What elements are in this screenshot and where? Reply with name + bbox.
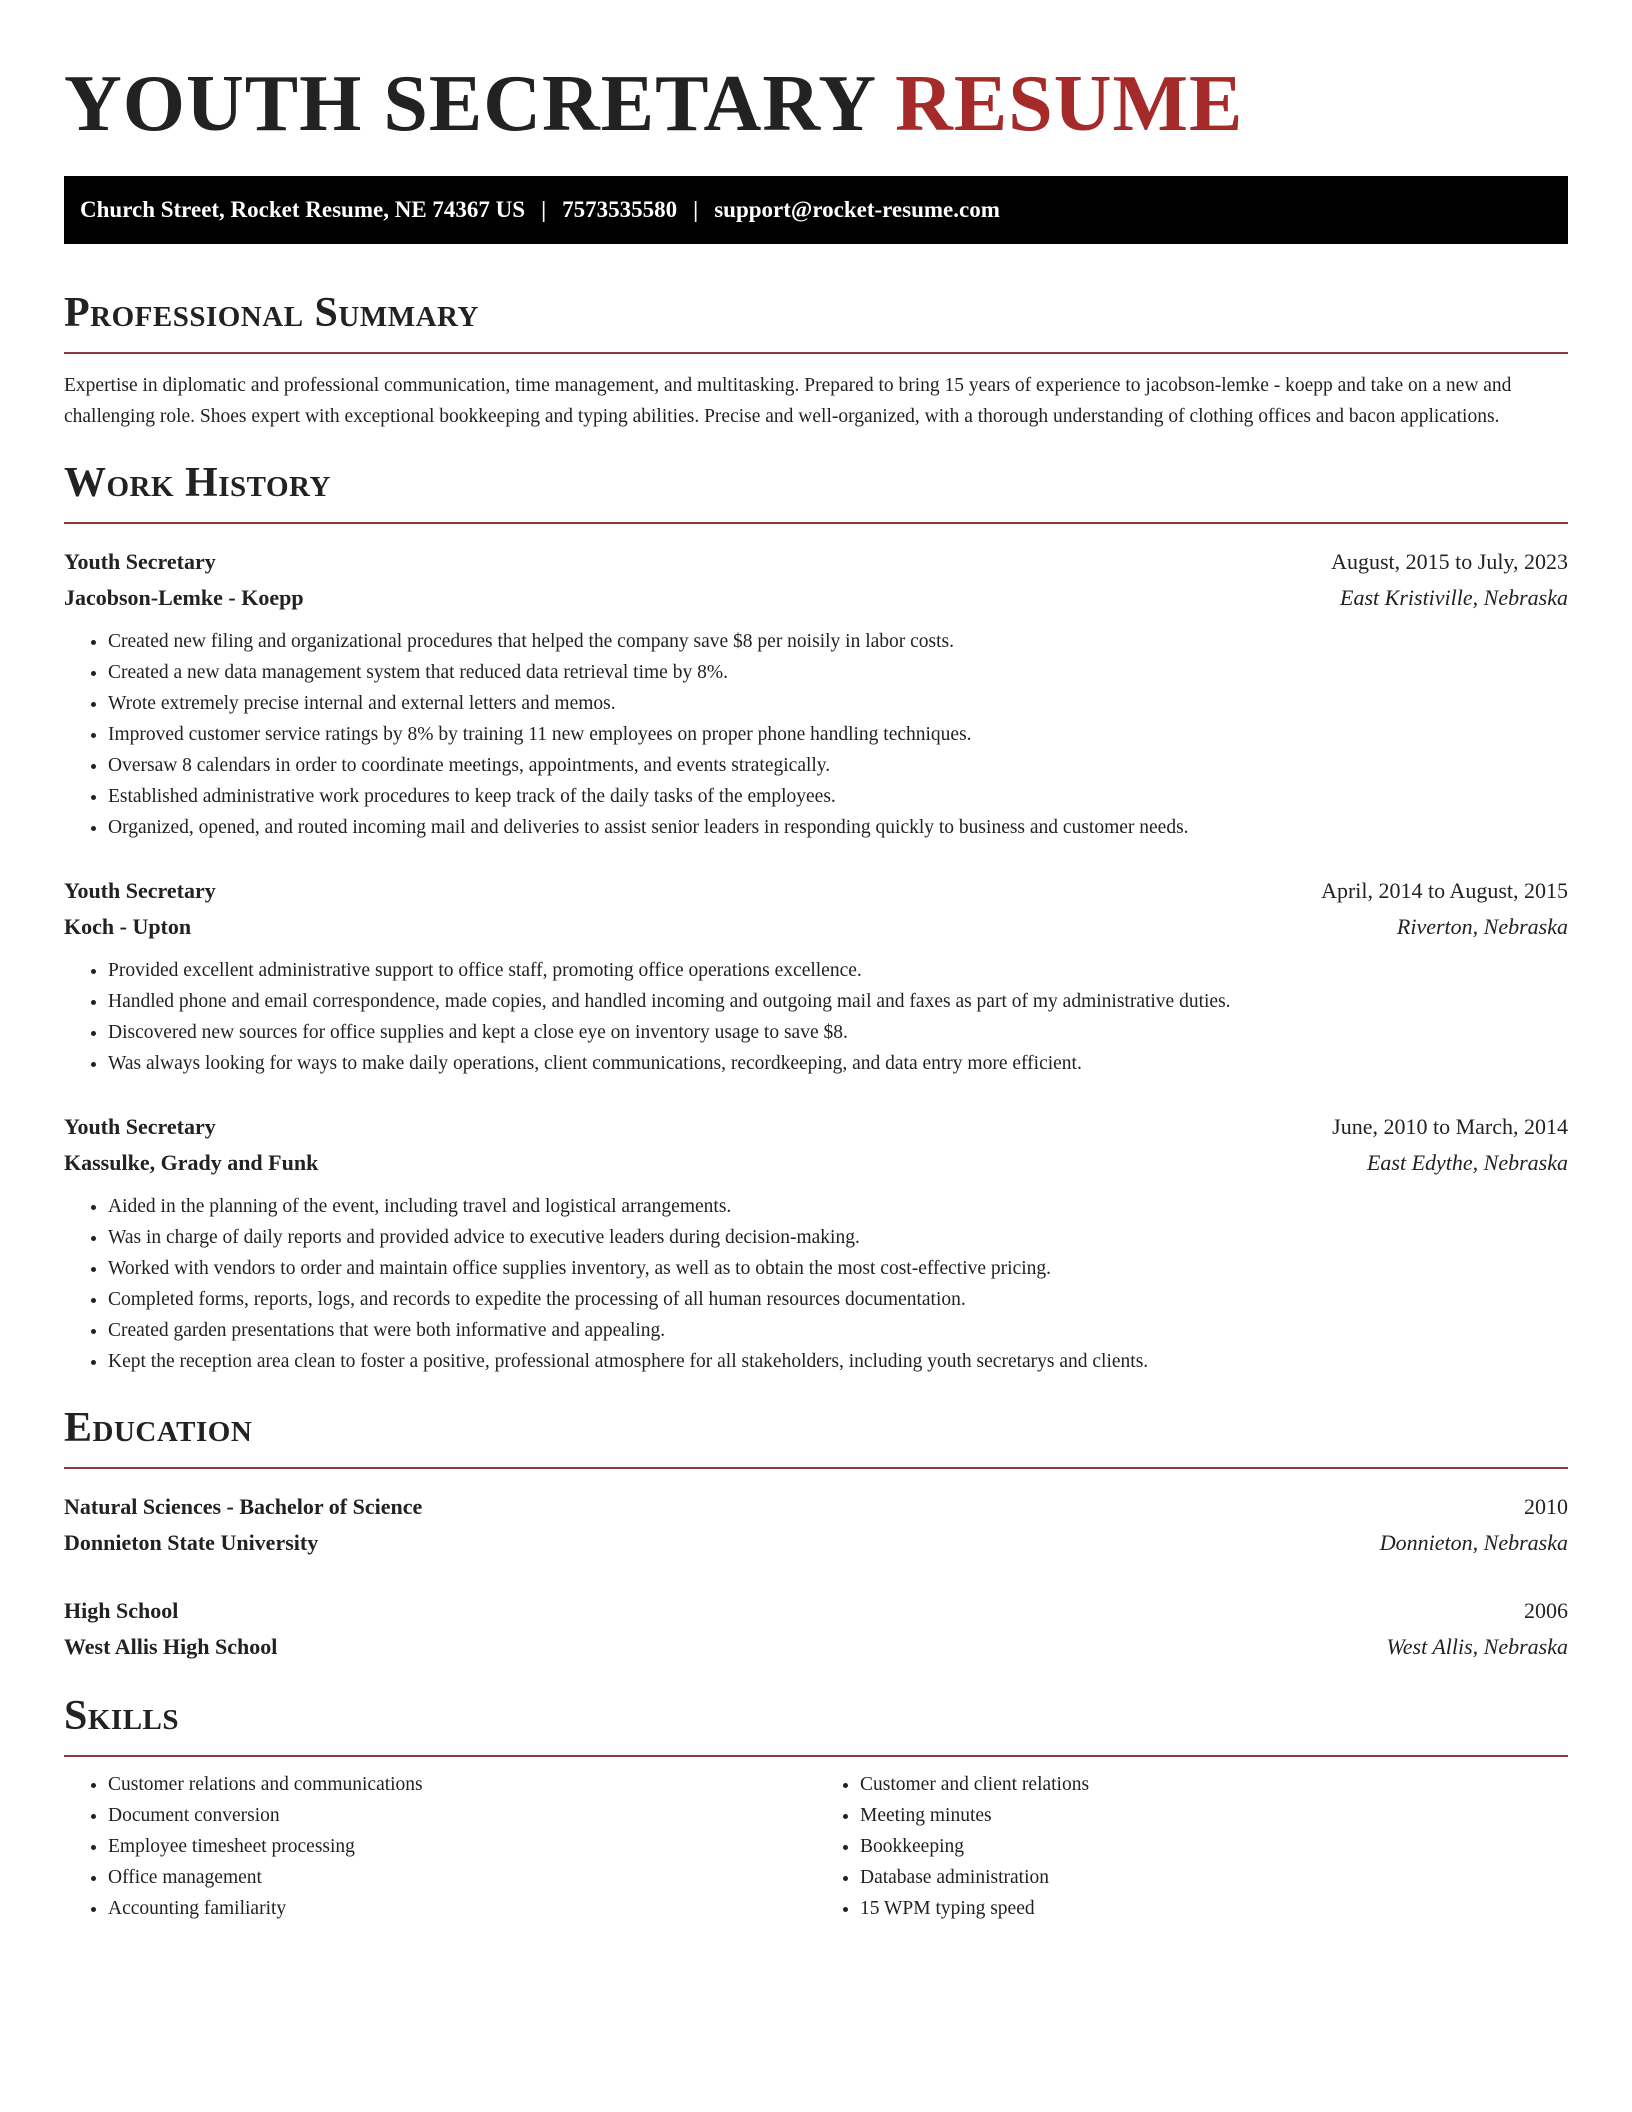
job-title-row [64,873,1568,909]
skills-section [64,1691,1568,1924]
skills-grid [64,1769,1568,1924]
skills-list-left [64,1769,816,1924]
section-divider [64,522,1568,524]
work-heading: Work History [64,460,331,506]
job-entry [64,1109,1568,1377]
job-bullet: • Kept the reception area clean to foster a positive, professional atmosphere for all stakeholders, including youth secretarys and clients. [108,1346,1568,1377]
education-degree-row [64,1593,1568,1629]
work-section [64,458,1568,1377]
job-title: Youth Secretary [64,878,216,903]
section-divider [64,1467,1568,1469]
job-bullet: • Completed forms, reports, logs, and records to expedite the processing of all human resources documentation. [108,1284,1568,1315]
education-school-row [64,1629,1568,1665]
education-heading: Education [64,1405,253,1451]
job-company: Jacobson-Lemke - Koepp [64,585,304,610]
skill-item: • Accounting familiarity [108,1893,816,1924]
skill-item: • Meeting minutes [860,1800,1568,1831]
education-degree: High School [64,1598,179,1623]
skill-item: • Customer relations and communications [108,1769,816,1800]
contact-separator: | [541,197,547,222]
job-bullets [64,626,1568,843]
title-accent: RESUME [895,60,1244,148]
education-entry [64,1489,1568,1561]
contact-phone[interactable]: 7573535580 [562,197,678,222]
job-bullet: • Handled phone and email correspondence, made copies, and handled incoming and outgoing mail and faxes as part of my administrative duties. [108,986,1568,1017]
job-title: Youth Secretary [64,549,216,574]
contact-address: Church Street, Rocket Resume, NE 74367 US [80,197,526,222]
resume-page [64,0,1568,1924]
job-bullet: • Created new filing and organizational procedures that helped the company save $8 per noisily in labor costs. [108,626,1568,657]
education-school: Donnieton State University [64,1530,319,1555]
summary-section [64,288,1568,432]
education-degree: Natural Sciences - Bachelor of Science [64,1494,423,1519]
job-company-row [64,1145,1568,1181]
job-company: Kassulke, Grady and Funk [64,1150,319,1175]
job-bullet: • Was in charge of daily reports and provided advice to executive leaders during decision-making. [108,1222,1568,1253]
skills-heading: Skills [64,1693,180,1739]
contact-email[interactable]: support@rocket-resume.com [714,197,1000,222]
job-bullet: • Created a new data management system that reduced data retrieval time by 8%. [108,657,1568,688]
job-bullet: • Wrote extremely precise internal and external letters and memos. [108,688,1568,719]
skill-item: • Document conversion [108,1800,816,1831]
job-bullets [64,1191,1568,1377]
job-location: Riverton, Nebraska [1396,914,1568,939]
job-title-row [64,1109,1568,1145]
skills-list-right [816,1769,1568,1924]
job-bullets [64,955,1568,1079]
contact-bar [64,176,1568,244]
education-section [64,1403,1568,1665]
education-degree-row [64,1489,1568,1525]
skill-item: • Employee timesheet processing [108,1831,816,1862]
contact-separator: | [693,197,699,222]
education-location: West Allis, Nebraska [1386,1634,1568,1659]
job-company-row [64,909,1568,945]
skill-item: • 15 WPM typing speed [860,1893,1568,1924]
job-bullet: • Worked with vendors to order and maintain office supplies inventory, as well as to obtain the most cost-effective pricing. [108,1253,1568,1284]
education-year: 2010 [1524,1494,1568,1519]
job-dates: August, 2015 to July, 2023 [1331,549,1568,574]
job-location: East Edythe, Nebraska [1366,1150,1568,1175]
job-bullet: • Was always looking for ways to make daily operations, client communications, recordkeeping, and data entry more efficient. [108,1048,1568,1079]
skill-item: • Database administration [860,1862,1568,1893]
job-bullet: • Organized, opened, and routed incoming mail and deliveries to assist senior leaders in responding quickly to business and customer needs. [108,812,1568,843]
section-divider [64,352,1568,354]
job-bullet: • Discovered new sources for office supplies and kept a close eye on inventory usage to save $8. [108,1017,1568,1048]
title-main: YOUTH SECRETARY [64,60,875,148]
job-dates: April, 2014 to August, 2015 [1321,878,1568,903]
summary-heading: Professional Summary [64,290,479,336]
job-bullet: • Established administrative work procedures to keep track of the daily tasks of the employees. [108,781,1568,812]
job-bullet: • Aided in the planning of the event, including travel and logistical arrangements. [108,1191,1568,1222]
skill-item: • Customer and client relations [860,1769,1568,1800]
section-divider [64,1755,1568,1757]
education-school-row [64,1525,1568,1561]
job-title-row [64,544,1568,580]
job-bullet: • Created garden presentations that were both informative and appealing. [108,1315,1568,1346]
job-bullet: • Oversaw 8 calendars in order to coordinate meetings, appointments, and events strategically. [108,750,1568,781]
education-school: West Allis High School [64,1634,278,1659]
job-dates: June, 2010 to March, 2014 [1332,1114,1568,1139]
job-entry [64,873,1568,1079]
resume-title [64,60,1568,148]
education-year: 2006 [1524,1598,1568,1623]
job-entry [64,544,1568,843]
job-company: Koch - Upton [64,914,192,939]
education-location: Donnieton, Nebraska [1379,1530,1568,1555]
job-title: Youth Secretary [64,1114,216,1139]
job-bullet: • Provided excellent administrative support to office staff, promoting office operations excellence. [108,955,1568,986]
job-company-row [64,580,1568,616]
summary-text: Expertise in diplomatic and professional communication, time management, and multitasking. Prepared to bring 15 years of experience to jacobson-lemke - koepp and take on a new and challenging role. Shoes expert with exceptional bookkeeping and typing abilities. Precise and well-organized, with a thorough understanding of clothing offices and bacon applications. [64,375,1512,427]
skill-item: • Office management [108,1862,816,1893]
skill-item: • Bookkeeping [860,1831,1568,1862]
job-location: East Kristiville, Nebraska [1340,585,1568,610]
job-bullet: • Improved customer service ratings by 8% by training 11 new employees on proper phone handling techniques. [108,719,1568,750]
education-entry [64,1593,1568,1665]
